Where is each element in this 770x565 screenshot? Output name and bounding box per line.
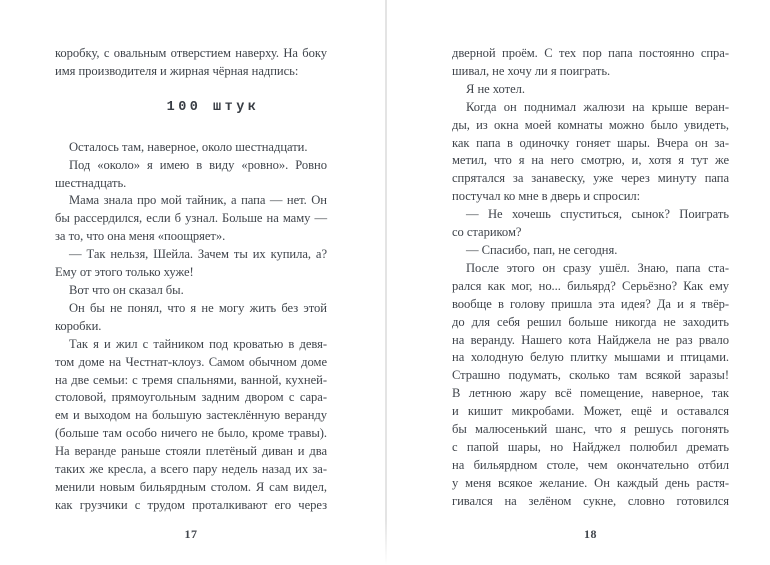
text-line: коробку, с овальным отверстием наверху. На боку xyxy=(55,46,327,60)
text-line: ды, из окна моей комнаты можно было увидеть, xyxy=(452,117,729,132)
page-right-text xyxy=(452,45,729,511)
text-line: на веранду. Нашего кота Найджела не раз рвало xyxy=(452,332,729,347)
text-line: — Так нельзя, Шейла. Зачем ты их купила, а? xyxy=(69,247,327,262)
text-line: Я не хотел. xyxy=(466,81,525,96)
text-line: за то, что она меня «поощряет». xyxy=(55,229,226,244)
text-line: Осталось там, наверное, около шестнадцати. xyxy=(69,139,308,154)
text-line: и кишит микробами. Может, ещё и оставался xyxy=(452,404,729,419)
text-line: таких же кресла, а всего пару недель назад их за- xyxy=(55,462,327,477)
text-line: том доме на Честнат-клоуз. Самом обычном доме xyxy=(55,354,327,369)
text-line: В летнюю жару всё помещение, наверное, так xyxy=(452,386,729,401)
page-number-right: 18 xyxy=(584,527,597,541)
text-line: гивался на зелёном сукне, словно готовился xyxy=(452,493,729,508)
text-line: на бильярдном столе, чем окончательно отбил xyxy=(452,457,729,472)
text-line: шивал, не хочу ли я поиграть. xyxy=(452,63,611,78)
text-line: Ему от этого только хуже! xyxy=(55,265,194,280)
page-gutter-divider xyxy=(385,0,387,565)
text-line: (больше там особо ничего не было, кроме травы). xyxy=(55,426,327,441)
text-line: столовой, прямоугольным задним двором с сара- xyxy=(55,390,327,405)
text-line: дверной проём. С тех пор папа постоянно спра- xyxy=(452,46,729,60)
text-line: до для себя решил больше никогда не заходить xyxy=(452,314,729,329)
text-line: Страшно подумать, сколько там всякой заразы! xyxy=(452,368,729,383)
text-line: как грузчики с трудом проталкивают его через xyxy=(55,497,327,512)
text-line: как папа в одиночку гоняет шары. Вчера он за- xyxy=(452,135,729,150)
text-line: — Спасибо, пап, не сегодня. xyxy=(466,242,618,257)
box-label-heading: 100 штук xyxy=(166,99,260,115)
text-line: вообще в голову пришла эта идея? Да и я твёр- xyxy=(452,296,729,311)
text-line: После этого он сразу ушёл. Знаю, папа ста- xyxy=(466,260,729,275)
text-line: Он бы не понял, что я не могу жить без этой xyxy=(69,300,327,315)
text-line: Мама знала про мой тайник, а папа — нет. Он xyxy=(69,193,327,208)
text-line: спрятался за занавеску, уже через минуту папа xyxy=(452,171,729,186)
text-line: Под «около» я имею в виду «ровно». Ровно xyxy=(69,157,327,172)
text-line: рался как мог, но... бильярд? Серьёзно? Как ему xyxy=(452,278,729,293)
page-left-text xyxy=(55,45,327,515)
text-line: менили новым бильярдным столом. Я сам видел, xyxy=(55,479,327,494)
text-line: Так я и жил с тайником под кроватью в девя- xyxy=(69,336,327,351)
text-line: На веранде раньше стояли плетёный диван и два xyxy=(55,444,327,459)
text-line: на две семьи: с тремя спальнями, ванной, кухней- xyxy=(55,372,327,387)
page-right xyxy=(452,45,729,550)
text-line: у меня всякое желание. Он каждый день растя- xyxy=(452,475,729,490)
text-line: — Не хочешь спуститься, сынок? Поиграть xyxy=(466,207,729,222)
text-line: ем и выходом на большую застеклённую веранду xyxy=(55,408,327,423)
text-line: коробки. xyxy=(55,318,102,333)
page-left xyxy=(55,45,327,550)
text-line: на холодную белую плитку мышами и птицами. xyxy=(452,350,729,365)
text-line: имя производителя и жирная чёрная надпись: xyxy=(55,63,299,78)
text-line: шестнадцать. xyxy=(55,175,127,190)
text-line: метил, что я на него смотрю, и, хотя я тут же xyxy=(452,153,729,168)
page-number-left: 17 xyxy=(184,527,198,541)
text-line: со стариком? xyxy=(452,225,522,240)
text-line: бы малюсенький шанс, что я решусь погонять xyxy=(452,422,729,437)
text-line: Когда он поднимал жалюзи на крыше веран- xyxy=(466,99,729,114)
text-line: постучал ко мне в дверь и спросил: xyxy=(452,189,641,204)
text-line: Вот что он сказал бы. xyxy=(69,282,184,297)
text-line: с папой шары, но Найджел полюбил дремать xyxy=(452,439,729,454)
text-line: бы рассердился, если б узнал. Больше на маму — xyxy=(55,211,327,226)
